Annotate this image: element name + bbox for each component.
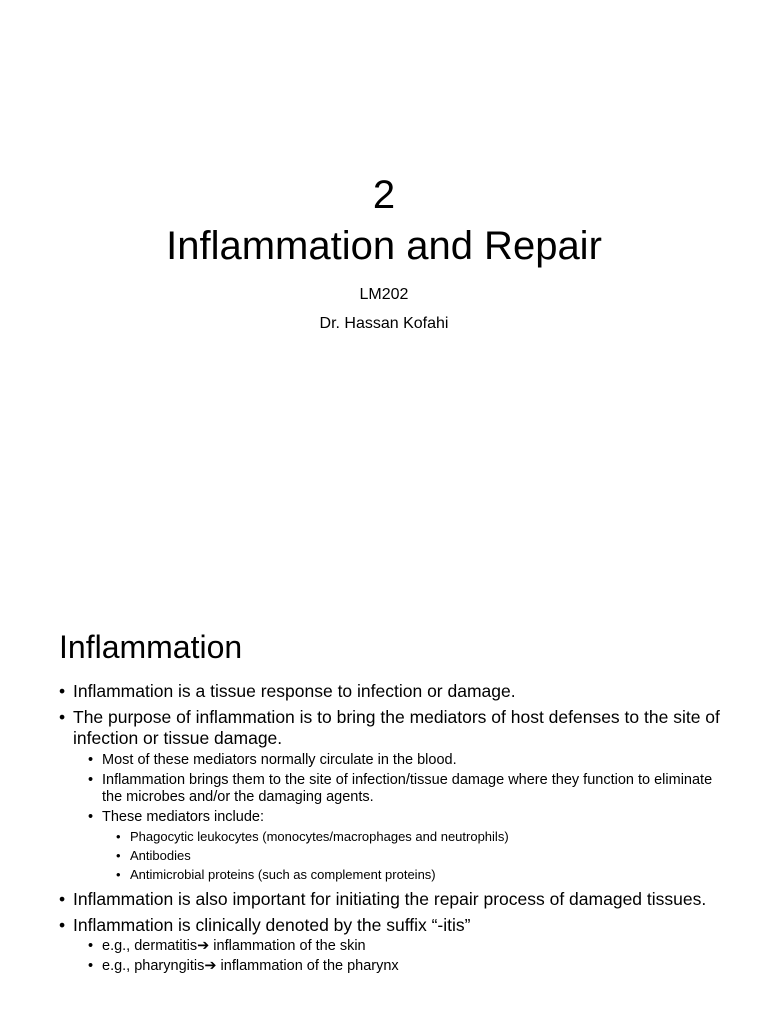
- example-definition: inflammation of the pharynx: [216, 958, 399, 974]
- right-arrow-icon: ➔: [197, 938, 210, 954]
- sub-bullet-brings: • Inflammation brings them to the site of infection/tissue damage where they function to eliminate the microbes and/or the damaging agents.: [88, 772, 721, 806]
- slide-number-title: 2: [372, 173, 396, 217]
- example-term: e.g., pharyngitis: [102, 958, 205, 974]
- example-definition: inflammation of the skin: [209, 938, 366, 954]
- bullet-purpose: • The purpose of inflammation is to bring the mediators of host defenses to the site of infection or tissue damage.: [59, 707, 721, 749]
- slide-heading: Inflammation: [59, 629, 243, 665]
- sub-bullet-mediators: • These mediators include:: [88, 809, 721, 826]
- slide-title: Inflammation and Repair: [166, 224, 602, 268]
- bullet-repair: • Inflammation is also important for initiating the repair process of damaged tissues.: [59, 889, 721, 910]
- example-pharyngitis: [88, 958, 721, 975]
- example-term: e.g., dermatitis: [102, 938, 198, 954]
- right-arrow-icon: ➔: [204, 958, 217, 974]
- bullet-itis: • Inflammation is clinically denoted by the suffix “-itis”: [59, 915, 721, 936]
- bullet-definition: • Inflammation is a tissue response to infection or damage.: [59, 681, 721, 702]
- course-code: LM202: [359, 286, 409, 303]
- content-slide: [0, 576, 768, 1024]
- sub-sub-bullet-proteins: • Antimicrobial proteins (such as complement proteins): [116, 867, 721, 883]
- sub-sub-bullet-phagocytes: • Phagocytic leukocytes (monocytes/macrophages and neutrophils): [116, 829, 721, 845]
- author-name: Dr. Hassan Kofahi: [319, 315, 449, 332]
- sub-bullet-circulate: • Most of these mediators normally circulate in the blood.: [88, 752, 721, 769]
- bullet-list: [59, 681, 721, 978]
- example-dermatitis: [88, 938, 721, 955]
- sub-sub-bullet-antibodies: • Antibodies: [116, 848, 721, 864]
